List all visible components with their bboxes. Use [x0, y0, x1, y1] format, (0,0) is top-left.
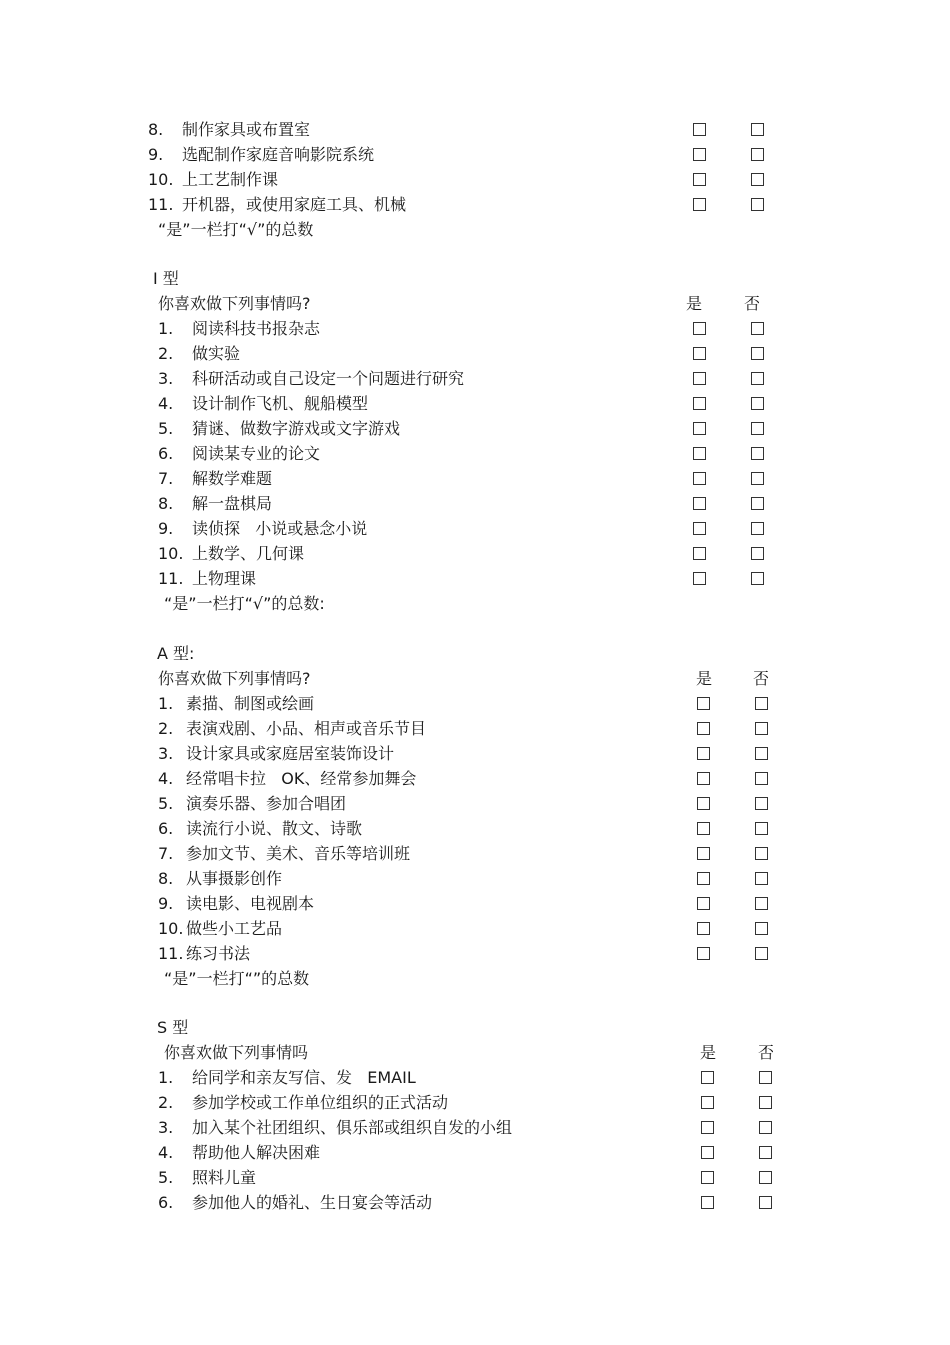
list-item	[0, 441, 950, 466]
item-text: 表演戏剧、小品、相声或音乐节目	[186, 719, 427, 738]
yes-checkbox[interactable]	[697, 747, 710, 760]
item-text: 阅读某专业的论文	[192, 444, 321, 463]
yes-checkbox[interactable]	[697, 897, 710, 910]
section-i-type	[0, 266, 950, 616]
yes-checkbox[interactable]	[701, 1121, 714, 1134]
item-number: 9.	[158, 894, 174, 913]
item-text: 解数学难题	[192, 469, 273, 488]
no-checkbox[interactable]	[755, 822, 768, 835]
list-item	[0, 941, 950, 966]
item-text: 制作家具或布置室	[182, 120, 311, 139]
list-item	[0, 816, 950, 841]
no-column-header: 否	[744, 294, 761, 313]
no-checkbox[interactable]	[759, 1121, 772, 1134]
no-checkbox[interactable]	[755, 722, 768, 735]
no-checkbox[interactable]	[751, 547, 764, 560]
question-row	[0, 666, 950, 691]
item-text: 选配制作家庭音响影院系统	[182, 145, 375, 164]
section-r-continued	[0, 117, 950, 242]
no-checkbox[interactable]	[751, 198, 764, 211]
yes-checkbox[interactable]	[701, 1146, 714, 1159]
yes-column-header: 是	[700, 1043, 717, 1062]
no-checkbox[interactable]	[751, 522, 764, 535]
yes-checkbox[interactable]	[693, 123, 706, 136]
item-number: 2.	[158, 1093, 174, 1112]
section-title-row	[0, 641, 950, 666]
question-row	[0, 1040, 950, 1065]
item-number: 9.	[158, 519, 174, 538]
yes-column-header: 是	[696, 669, 713, 688]
item-number: 10.	[148, 170, 174, 189]
no-checkbox[interactable]	[751, 148, 764, 161]
list-item	[0, 866, 950, 891]
item-number: 6.	[158, 819, 174, 838]
item-number: 1.	[158, 1068, 174, 1087]
item-text: 照料儿童	[192, 1168, 257, 1187]
no-column-header: 否	[758, 1043, 775, 1062]
item-text: 读侦探 小说或悬念小说	[192, 519, 368, 538]
item-number: 11.	[148, 195, 174, 214]
yes-checkbox[interactable]	[693, 397, 706, 410]
item-text: 上数学、几何课	[192, 544, 305, 563]
item-text: 素描、制图或绘画	[186, 694, 315, 713]
section-title: S 型	[157, 1018, 189, 1037]
item-number: 10.	[158, 919, 184, 938]
item-text: 猜谜、做数字游戏或文字游戏	[192, 419, 401, 438]
item-text: 上物理课	[192, 569, 257, 588]
no-checkbox[interactable]	[751, 347, 764, 360]
list-item	[0, 916, 950, 941]
no-checkbox[interactable]	[751, 472, 764, 485]
no-checkbox[interactable]	[751, 497, 764, 510]
yes-checkbox[interactable]	[693, 422, 706, 435]
list-item	[0, 516, 950, 541]
item-text: 帮助他人解决困难	[192, 1143, 321, 1162]
item-number: 3.	[158, 369, 174, 388]
list-item	[0, 416, 950, 441]
item-number: 9.	[148, 145, 164, 164]
list-item	[0, 491, 950, 516]
item-number: 6.	[158, 444, 174, 463]
no-checkbox[interactable]	[755, 872, 768, 885]
item-number: 11.	[158, 569, 184, 588]
yes-checkbox[interactable]	[697, 872, 710, 885]
yes-checkbox[interactable]	[697, 772, 710, 785]
item-text: 参加文节、美术、音乐等培训班	[186, 844, 411, 863]
list-item	[0, 1190, 950, 1215]
item-number: 3.	[158, 1118, 174, 1137]
list-item	[0, 1115, 950, 1140]
item-number: 1.	[158, 319, 174, 338]
item-text: 读流行小说、散文、诗歌	[186, 819, 363, 838]
item-number: 6.	[158, 1193, 174, 1212]
no-checkbox[interactable]	[755, 697, 768, 710]
yes-checkbox[interactable]	[697, 822, 710, 835]
item-text: 从事摄影创作	[186, 869, 283, 888]
list-item	[0, 142, 950, 167]
list-item	[0, 566, 950, 591]
item-text: 加入某个社团组织、俱乐部或组织自发的小组	[192, 1118, 513, 1137]
yes-checkbox[interactable]	[693, 497, 706, 510]
item-number: 5.	[158, 1168, 174, 1187]
item-text: 给同学和亲友写信、发 EMAIL	[192, 1068, 416, 1087]
list-item	[0, 766, 950, 791]
section-a-type	[0, 641, 950, 991]
item-text: 设计家具或家庭居室装饰设计	[186, 744, 395, 763]
no-checkbox[interactable]	[755, 772, 768, 785]
no-checkbox[interactable]	[751, 572, 764, 585]
yes-checkbox[interactable]	[701, 1196, 714, 1209]
section-s-type	[0, 1015, 950, 1215]
item-text: 演奏乐器、参加合唱团	[186, 794, 347, 813]
section-question: 你喜欢做下列事情吗?	[158, 294, 311, 313]
item-number: 2.	[158, 719, 174, 738]
item-number: 7.	[158, 469, 174, 488]
no-checkbox[interactable]	[755, 847, 768, 860]
item-text: 开机器，或使用家庭工具、机械	[182, 195, 407, 214]
list-item	[0, 691, 950, 716]
item-number: 8.	[158, 494, 174, 513]
item-number: 4.	[158, 769, 174, 788]
no-checkbox[interactable]	[751, 322, 764, 335]
list-item	[0, 316, 950, 341]
item-text: 设计制作飞机、舰船模型	[192, 394, 369, 413]
item-text: 参加他人的婚礼、生日宴会等活动	[192, 1193, 433, 1212]
list-item	[0, 716, 950, 741]
no-checkbox[interactable]	[759, 1146, 772, 1159]
yes-total-label: “是”一栏打“”的总数	[164, 969, 310, 988]
no-checkbox[interactable]	[755, 947, 768, 960]
yes-checkbox[interactable]	[697, 847, 710, 860]
yes-total-label: “是”一栏打“√”的总数	[158, 220, 314, 239]
section-title: A 型:	[157, 644, 195, 663]
item-number: 5.	[158, 794, 174, 813]
section-title: I 型	[153, 269, 179, 288]
item-text: 经常唱卡拉 OK、经常参加舞会	[186, 769, 417, 788]
yes-checkbox[interactable]	[693, 547, 706, 560]
list-item	[0, 791, 950, 816]
yes-checkbox[interactable]	[701, 1171, 714, 1184]
item-number: 5.	[158, 419, 174, 438]
no-column-header: 否	[753, 669, 770, 688]
list-item	[0, 341, 950, 366]
section-question: 你喜欢做下列事情吗	[164, 1043, 309, 1062]
item-text: 读电影、电视剧本	[186, 894, 315, 913]
list-item	[0, 391, 950, 416]
no-checkbox[interactable]	[751, 123, 764, 136]
yes-checkbox[interactable]	[693, 372, 706, 385]
item-text: 上工艺制作课	[182, 170, 279, 189]
list-item	[0, 167, 950, 192]
yes-checkbox[interactable]	[693, 472, 706, 485]
no-checkbox[interactable]	[751, 372, 764, 385]
list-item	[0, 192, 950, 217]
item-number: 10.	[158, 544, 184, 563]
yes-column-header: 是	[686, 294, 703, 313]
item-text: 解一盘棋局	[192, 494, 273, 513]
list-item	[0, 741, 950, 766]
yes-checkbox[interactable]	[701, 1071, 714, 1084]
list-item	[0, 117, 950, 142]
yes-checkbox[interactable]	[693, 198, 706, 211]
list-item	[0, 1065, 950, 1090]
yes-checkbox[interactable]	[697, 797, 710, 810]
list-item	[0, 1140, 950, 1165]
item-number: 4.	[158, 1143, 174, 1162]
list-item	[0, 366, 950, 391]
yes-checkbox[interactable]	[693, 447, 706, 460]
item-number: 11.	[158, 944, 184, 963]
no-checkbox[interactable]	[751, 173, 764, 186]
item-text: 做实验	[192, 344, 241, 363]
yes-checkbox[interactable]	[693, 522, 706, 535]
list-item	[0, 1165, 950, 1190]
item-number: 1.	[158, 694, 174, 713]
yes-checkbox[interactable]	[697, 947, 710, 960]
item-number: 3.	[158, 744, 174, 763]
summary-row	[0, 966, 950, 991]
list-item	[0, 541, 950, 566]
no-checkbox[interactable]	[755, 922, 768, 935]
yes-checkbox[interactable]	[693, 148, 706, 161]
list-item	[0, 891, 950, 916]
yes-checkbox[interactable]	[693, 347, 706, 360]
no-checkbox[interactable]	[751, 447, 764, 460]
yes-checkbox[interactable]	[701, 1096, 714, 1109]
summary-row	[0, 591, 950, 616]
no-checkbox[interactable]	[759, 1171, 772, 1184]
list-item	[0, 1090, 950, 1115]
list-item	[0, 841, 950, 866]
yes-checkbox[interactable]	[693, 173, 706, 186]
item-text: 科研活动或自己设定一个问题进行研究	[192, 369, 465, 388]
item-number: 8.	[158, 869, 174, 888]
item-text: 参加学校或工作单位组织的正式活动	[192, 1093, 449, 1112]
list-item	[0, 466, 950, 491]
section-title-row	[0, 1015, 950, 1040]
item-text: 阅读科技书报杂志	[192, 319, 321, 338]
item-number: 8.	[148, 120, 164, 139]
section-question: 你喜欢做下列事情吗?	[158, 669, 311, 688]
yes-checkbox[interactable]	[697, 922, 710, 935]
no-checkbox[interactable]	[751, 422, 764, 435]
no-checkbox[interactable]	[759, 1096, 772, 1109]
no-checkbox[interactable]	[755, 797, 768, 810]
item-number: 4.	[158, 394, 174, 413]
yes-checkbox[interactable]	[697, 722, 710, 735]
section-title-row	[0, 266, 950, 291]
item-text: 练习书法	[186, 944, 251, 963]
yes-checkbox[interactable]	[693, 322, 706, 335]
yes-checkbox[interactable]	[693, 572, 706, 585]
question-row	[0, 291, 950, 316]
no-checkbox[interactable]	[759, 1071, 772, 1084]
item-number: 7.	[158, 844, 174, 863]
no-checkbox[interactable]	[751, 397, 764, 410]
summary-row	[0, 217, 950, 242]
item-text: 做些小工艺品	[186, 919, 283, 938]
no-checkbox[interactable]	[755, 897, 768, 910]
yes-total-label: “是”一栏打“√”的总数:	[164, 594, 325, 613]
no-checkbox[interactable]	[755, 747, 768, 760]
no-checkbox[interactable]	[759, 1196, 772, 1209]
yes-checkbox[interactable]	[697, 697, 710, 710]
item-number: 2.	[158, 344, 174, 363]
